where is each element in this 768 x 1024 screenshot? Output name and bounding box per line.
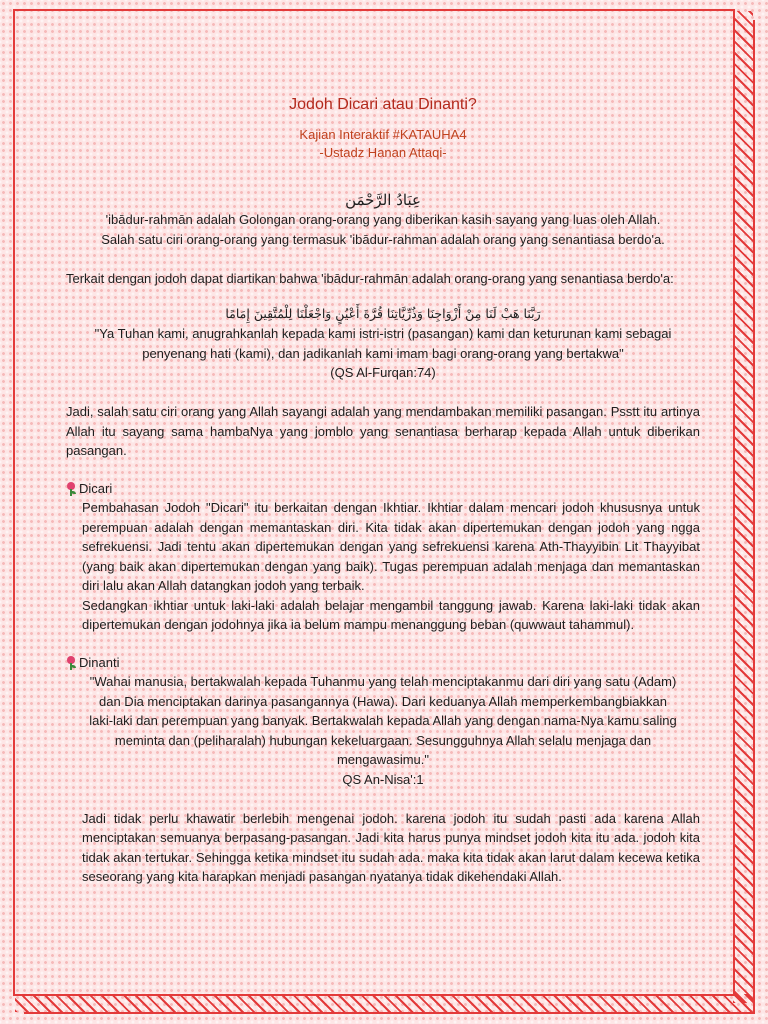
intro-line-2: Salah satu ciri orang-orang yang termasuk 'ibādur-rahman adalah orang yang senantiasa berdo'a.: [101, 231, 665, 247]
verse-arabic: رَبَّنَا هَبْ لَنَا مِنْ أَزْوَاجِنَا وَذُرِّيَّاتِنَا قُرَّةَ أَعْيُنٍ وَاجْعَلْنَا لِلْمُتَّقِينَ إِمَامًا: [225, 306, 541, 321]
dinanti-quote-line-2: dan Dia menciptakan darinya pasangannya (Hawa). Dari keduanya Allah memperkembangbiakkan: [99, 693, 667, 709]
dinanti-quote-line-5: mengawasimu.": [336, 752, 430, 767]
section-dinanti-title: Dinanti: [79, 654, 120, 670]
dicari-paragraph-2: Sedangkan ikhtiar untuk laki-laki adalah belajar mengambil tanggung jawab. Karena laki-laki tidak akan dipertemukan dengan jodohnya jika ia belum mampu menanggung beban (quwwaut tahammul).: [82, 597, 700, 632]
arabic-heading: عِبَادُ الرَّحْمَن: [345, 191, 421, 209]
verse-translation-line-2: penyenang hati (kami), dan jadikanlah kami imam bagi orang-orang yang bertakwa": [142, 345, 624, 361]
dicari-paragraph-1: Pembahasan Jodoh "Dicari" itu berkaitan dengan Ikhtiar. Ikhtiar dalam mencari jodoh khususnya untuk perempuan adalah dengan memantaskan diri. Kita tidak akan dipertemukan dengan jodoh yang ngga sefrekuensi. Jadi tentu akan dipertemukan dengan yang sefrekuensi karena Ath-Thayyibin Lit Thayyibat (yang baik akan dipertemukan dengan yang baik). Tugas perempuan adalah menjaga dan memantaskan diri lalu akan Allah datangkan jodoh yang terbaik.: [82, 500, 700, 593]
dinanti-quote-line-4: meminta dan (peliharalah) hubungan kekeluargaan. Sesungguhnya Allah selalu menjaga dan: [114, 732, 652, 748]
related-text: Terkait dengan jodoh dapat diartikan bahwa 'ibādur-rahmān adalah orang-orang yang senantiasa berdo'a:: [66, 270, 674, 286]
subtitle-speaker: -Ustadz Hanan Attaqi-: [319, 145, 447, 160]
section-dicari-heading: [66, 479, 700, 499]
rose-icon: [66, 656, 76, 670]
frame-bottom-hatch: [15, 994, 753, 1012]
verse-reference: (QS Al-Furqan:74): [330, 365, 436, 380]
document-content: [66, 96, 700, 887]
dinanti-reference: QS An-Nisa':1: [342, 771, 424, 787]
rose-icon: [66, 482, 76, 496]
dinanti-quote-line-1: "Wahai manusia, bertakwalah kepada Tuhanmu yang telah menciptakanmu dari diri yang satu (Adam): [89, 674, 677, 689]
conclusion-paragraph: Jadi, salah satu ciri orang yang Allah sayangi adalah yang mendambakan memiliki pasangan. Psstt itu artinya Allah itu sayang sama hambaNya yang jomblo yang senantiasa berharap kepada Allah untuk diberikan pasangan.: [66, 404, 700, 458]
subtitle-event: Kajian Interaktif #KATAUHA4: [299, 127, 467, 142]
section-dicari-title: Dicari: [79, 480, 113, 496]
document-title: Jodoh Dicari atau Dinanti?: [289, 96, 477, 113]
intro-line-1: 'ibādur-rahmān adalah Golongan orang-orang yang diberikan kasih sayang yang luas oleh Allah.: [105, 212, 661, 227]
frame-outer-right: [753, 20, 755, 1014]
dinanti-quote-line-3: laki-laki dan perempuan yang banyak. Bertakwalah kepada Allah yang dengan nama-Nya kamu saling: [89, 713, 677, 728]
section-dinanti-heading: [66, 653, 700, 673]
frame-right-hatch: [733, 11, 753, 1003]
verse-translation-line-1: "Ya Tuhan kami, anugrahkanlah kepada kami istri-istri (pasangan) kami dan keturunan kami sebagai: [94, 326, 672, 341]
dinanti-paragraph: Jadi tidak perlu khawatir berlebih mengenai jodoh. karena jodoh itu sudah pasti ada karena Allah menciptakan semuanya berpasang-pasangan. Jadi kita harus punya mindset jodoh kita itu ada. jodoh kita tidak akan tertukar. Sehingga ketika mindset itu sudah ada. maka kita tidak akan larut dalam kecewa ketika seseorang yang kita harapkan menjadi pasangan nyatanya tidak dikehendaki Allah.: [82, 810, 700, 884]
frame-outer-bottom: [24, 1012, 755, 1014]
